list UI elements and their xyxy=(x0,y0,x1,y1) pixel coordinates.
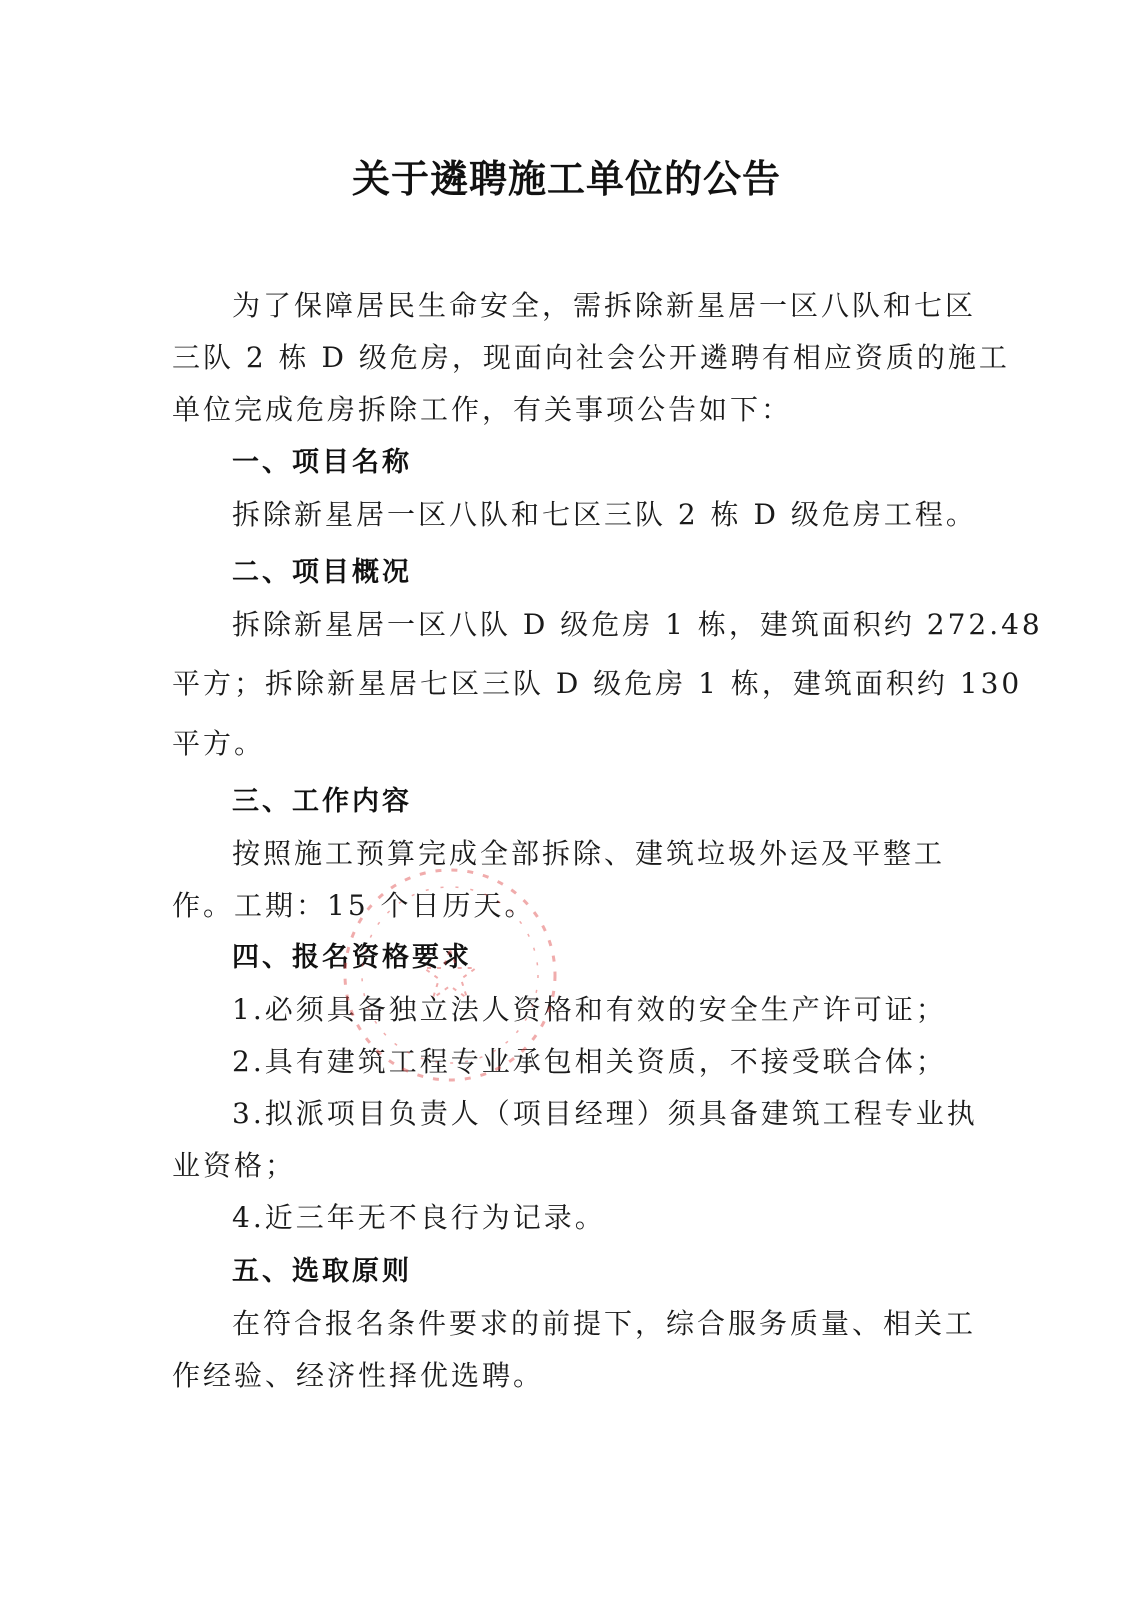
document-title: 关于遴聘施工单位的公告 xyxy=(351,157,781,201)
section-5-heading: 五、选取原则 xyxy=(232,1256,412,1287)
section-1-heading: 一、项目名称 xyxy=(232,447,412,478)
section-2-line-1: 拆除新星居一区八队 D 级危房 1 栋，建筑面积约 272.48 xyxy=(232,608,1043,641)
intro-line-3: 单位完成危房拆除工作，有关事项公告如下： xyxy=(172,393,793,426)
section-4-line-1: 1.必须具备独立法人资格和有效的安全生产许可证； xyxy=(232,993,947,1026)
section-5-line-1: 在符合报名条件要求的前提下，综合服务质量、相关工 xyxy=(232,1307,977,1340)
section-4-line-2: 2.具有建筑工程专业承包相关资质，不接受联合体； xyxy=(232,1045,947,1078)
section-1-line-1: 拆除新星居一区八队和七区三队 2 栋 D 级危房工程。 xyxy=(232,498,977,531)
section-2-line-3: 平方。 xyxy=(172,727,266,760)
section-2-line-2: 平方；拆除新星居七区三队 D 级危房 1 栋，建筑面积约 130 xyxy=(172,667,1023,700)
section-3-heading: 三、工作内容 xyxy=(232,786,412,817)
section-3-line-1: 按照施工预算完成全部拆除、建筑垃圾外运及平整工 xyxy=(232,837,946,870)
intro-line-1: 为了保障居民生命安全，需拆除新星居一区八队和七区 xyxy=(232,289,977,322)
section-3-line-2: 作。工期：15 个日历天。 xyxy=(172,889,536,922)
section-4-line-3: 3.拟派项目负责人（项目经理）须具备建筑工程专业执 xyxy=(232,1097,978,1130)
section-4-line-5: 4.近三年无不良行为记录。 xyxy=(232,1201,606,1234)
section-5-line-2: 作经验、经济性择优选聘。 xyxy=(172,1359,545,1392)
intro-line-2: 三队 2 栋 D 级危房，现面向社会公开遴聘有相应资质的施工 xyxy=(172,341,1010,374)
section-4-heading: 四、报名资格要求 xyxy=(232,942,472,973)
section-4-line-4: 业资格； xyxy=(172,1149,297,1182)
section-2-heading: 二、项目概况 xyxy=(232,557,412,588)
